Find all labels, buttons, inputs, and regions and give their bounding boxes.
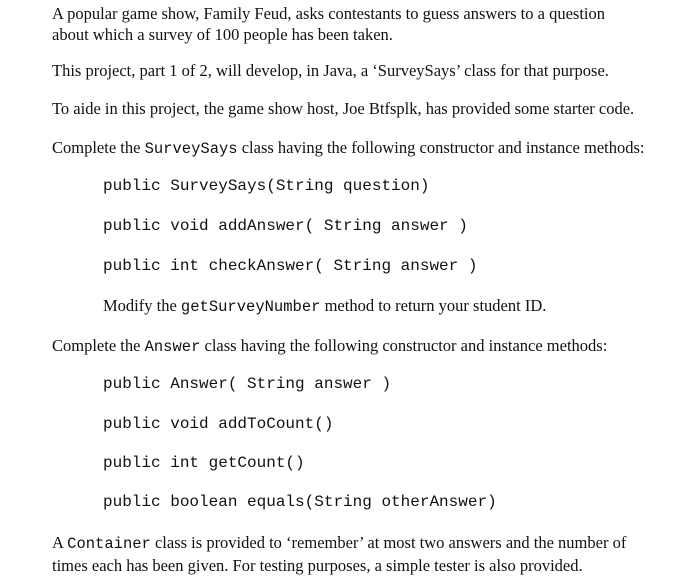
method-signature: public void addToCount(): [103, 415, 334, 433]
intro-line-2: about which a survey of 100 people has been taken.: [52, 25, 393, 44]
method-signature: public int getCount(): [103, 454, 305, 472]
container-line-2: times each has been given. For testing purposes, a simple tester is also provided.: [52, 556, 583, 575]
survey-heading-post: class having the following constructor and instance methods:: [237, 138, 645, 157]
intro-paragraph: [52, 3, 672, 45]
survey-class-name: SurveySays: [144, 140, 238, 158]
container-paragraph: [52, 532, 672, 576]
method-signature: public boolean equals(String otherAnswer): [103, 493, 497, 511]
intro-line-1: A popular game show, Family Feud, asks contestants to guess answers to a question: [52, 4, 605, 23]
container-pre: A: [52, 533, 68, 552]
modify-post: method to return your student ID.: [320, 296, 547, 315]
answer-class-name: Answer: [144, 338, 201, 356]
method-signature: public void addAnswer( String answer ): [103, 217, 468, 235]
answer-heading-pre: Complete the: [52, 336, 145, 355]
method-signature: public SurveySays(String question): [103, 177, 430, 195]
method-signature: public Answer( String answer ): [103, 375, 392, 393]
container-class-name: Container: [67, 535, 151, 553]
answer-section-heading: [52, 335, 672, 358]
starter-paragraph: To aide in this project, the game show host, Joe Btfsplk, has provided some starter code.: [52, 99, 635, 118]
container-post: class is provided to ‘remember’ at most two answers and the number of: [150, 533, 627, 552]
project-paragraph: This project, part 1 of 2, will develop, in Java, a ‘SurveySays’ class for that purpose.: [52, 61, 609, 80]
survey-section-heading: [52, 137, 672, 160]
answer-heading-post: class having the following constructor and instance methods:: [200, 336, 608, 355]
modify-pre: Modify the: [103, 296, 181, 315]
method-signature: public int checkAnswer( String answer ): [103, 257, 478, 275]
modify-instruction: [103, 295, 546, 318]
survey-heading-pre: Complete the: [52, 138, 145, 157]
modify-method-name: getSurveyNumber: [180, 298, 321, 316]
